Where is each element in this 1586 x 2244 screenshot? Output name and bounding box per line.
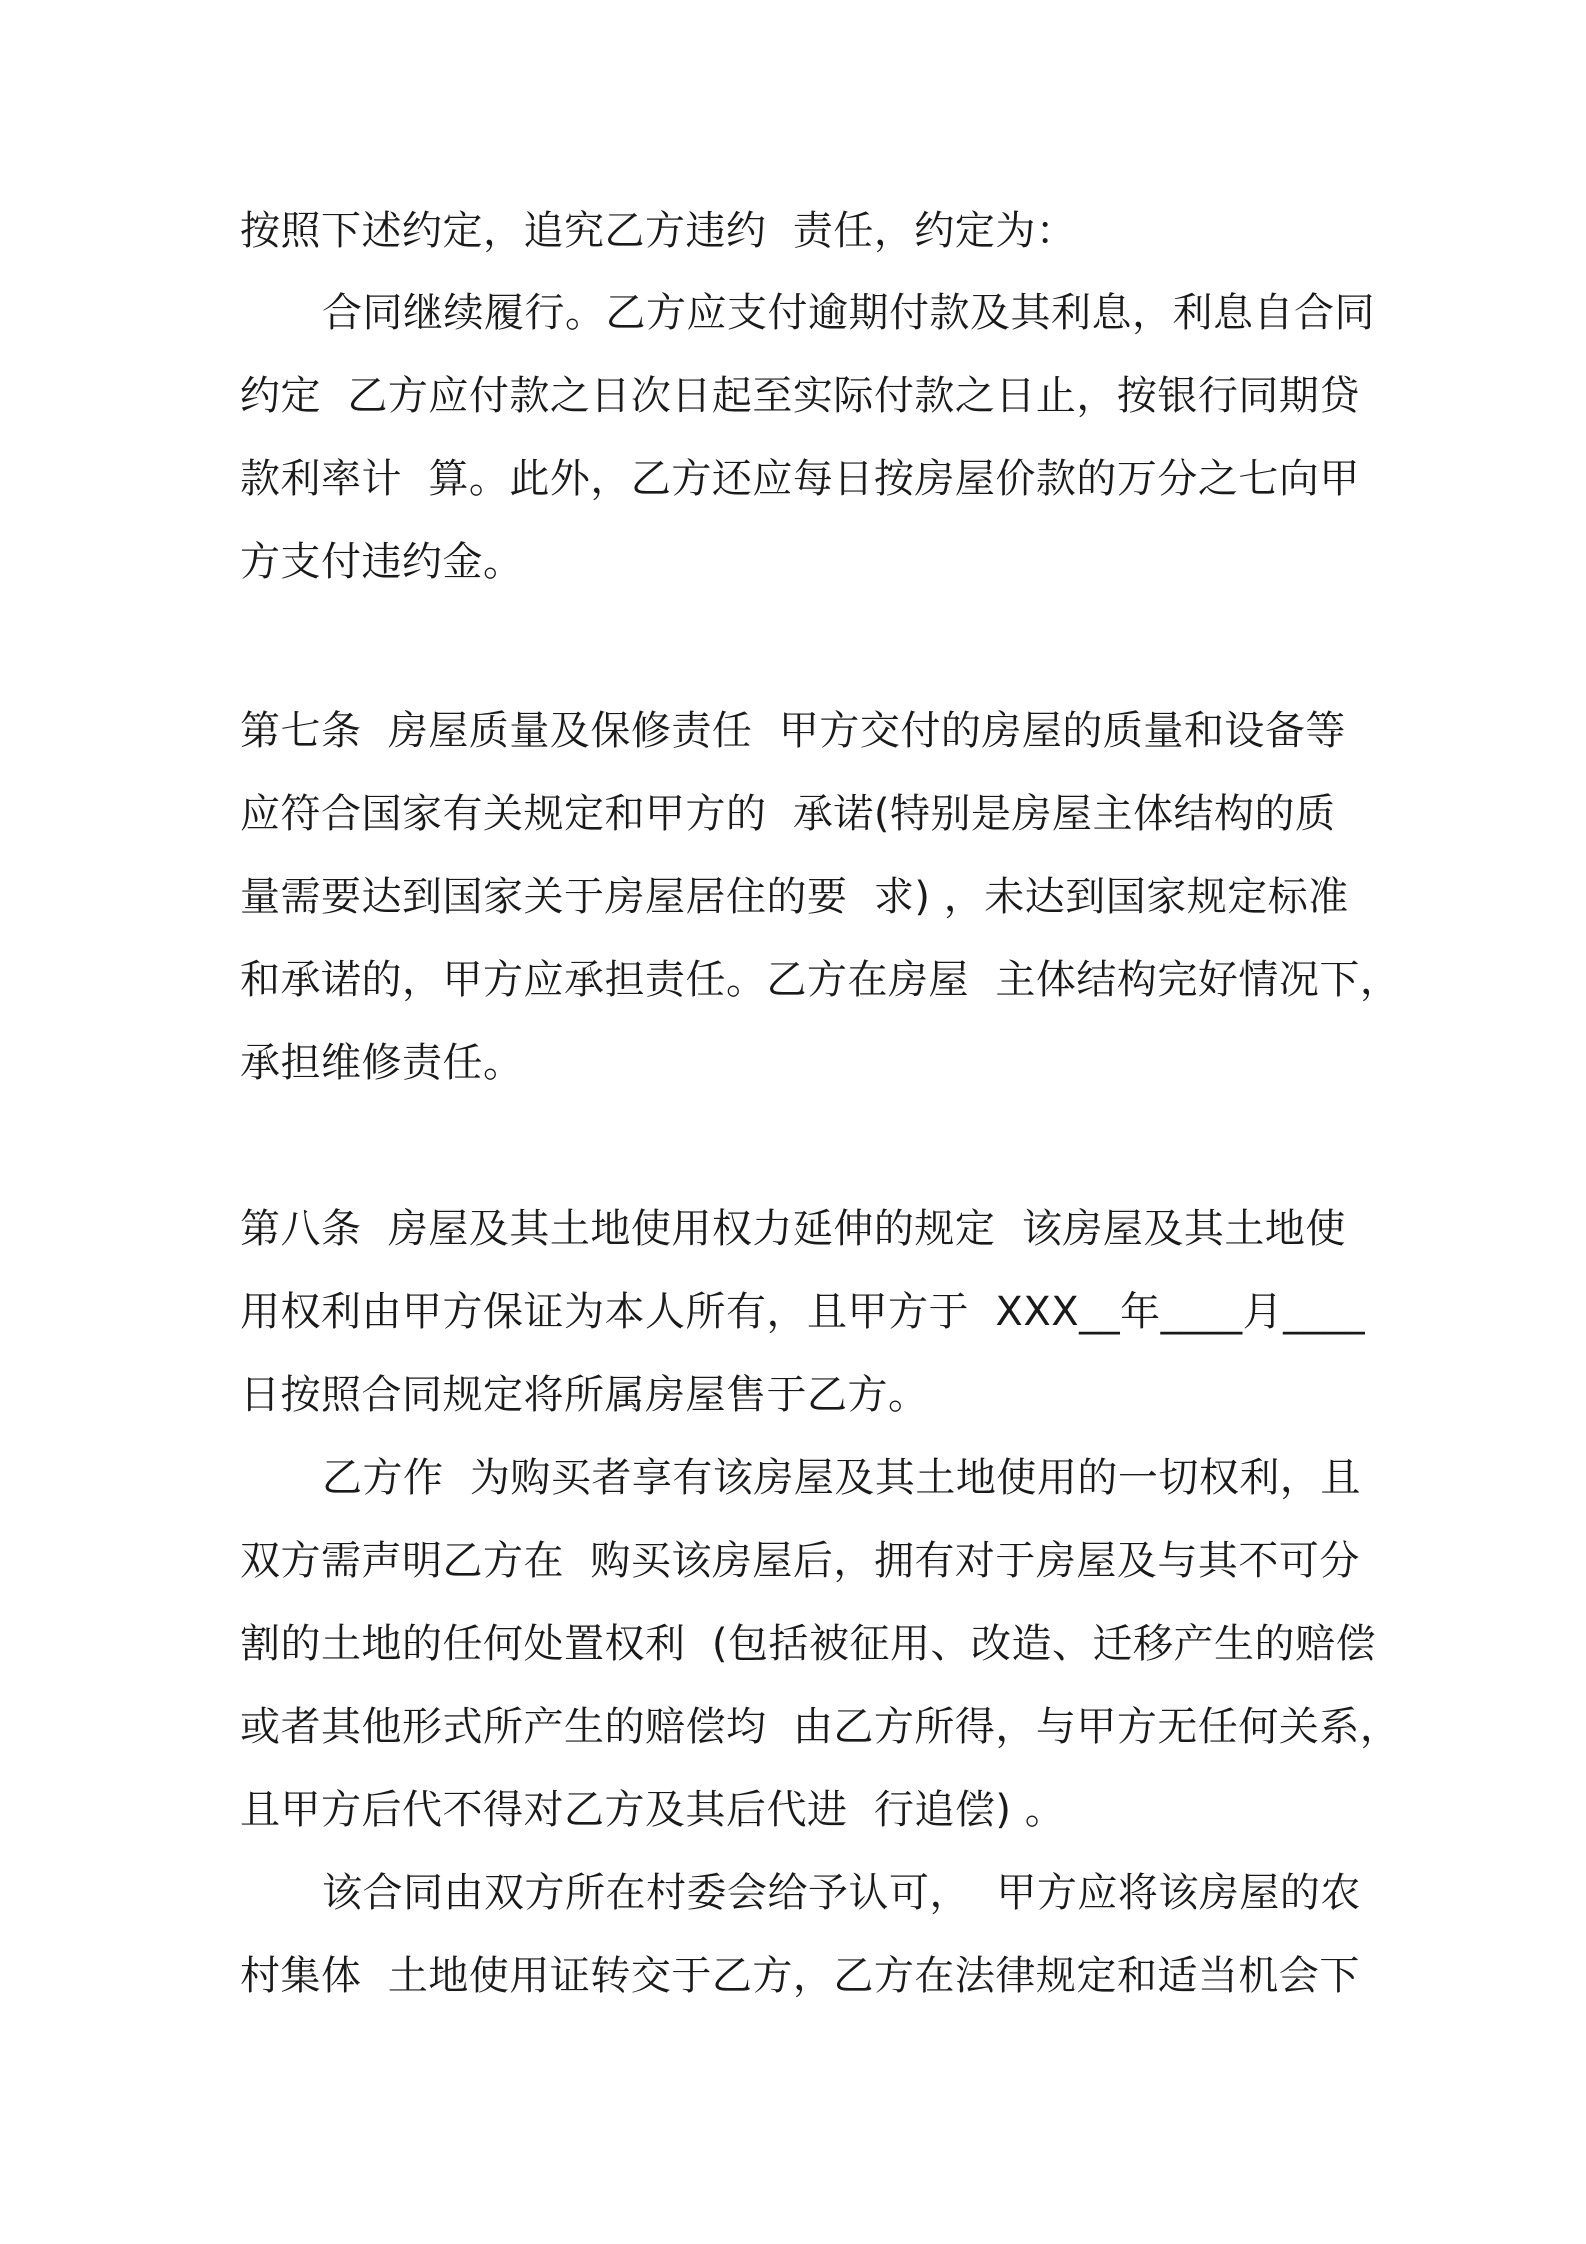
text-line: 日按照合同规定将所属房屋售于乙方。 xyxy=(240,1372,929,1418)
text-line: 该合同由双方所在村委会给予认可， 甲方应将该房屋的农 xyxy=(322,1870,1361,1916)
text-line: 村集体 土地使用证转交于乙方，乙方在法律规定和适当机会下 xyxy=(240,1953,1360,1999)
text-line: 第八条 房屋及其土地使用权力延伸的规定 该房屋及其土地使 xyxy=(240,1206,1346,1252)
text-line: 乙方作 为购买者享有该房屋及其土地使用的一切权利，且 xyxy=(322,1455,1361,1501)
text-line: 应符合国家有关规定和甲方的 承诺(特别是房屋主体结构的质 xyxy=(240,791,1336,837)
text-line: 双方需声明乙方在 购买该房屋后，拥有对于房屋及与其不可分 xyxy=(240,1538,1360,1584)
text-line: 约定 乙方应付款之日次日起至实际付款之日止，按银行同期贷 xyxy=(240,373,1360,419)
text-line: 量需要达到国家关于房屋居住的要 求) ，未达到国家规定标准 xyxy=(240,874,1349,920)
paragraph-village-approval xyxy=(240,1852,1360,2018)
text-line: 款利率计 算。此外，乙方还应每日按房屋价款的万分之七向甲 xyxy=(240,456,1360,502)
text-line: 且甲方后代不得对乙方及其后代进 行追偿) 。 xyxy=(240,1787,1066,1833)
text-line: 方支付违约金。 xyxy=(240,539,524,585)
paragraph-article-7 xyxy=(240,690,1401,1105)
paragraph-article-8 xyxy=(240,1188,1366,1437)
text-line: 合同继续履行。乙方应支付逾期付款及其利息，利息自合同 xyxy=(322,290,1375,336)
text-line: 或者其他形式所产生的赔偿均 由乙方所得，与甲方无任何关系， xyxy=(240,1704,1401,1750)
paragraph-continued-performance xyxy=(240,272,1375,604)
text-line: 割的土地的任何处置权利 (包括被征用、改造、迁移产生的赔偿 xyxy=(240,1621,1377,1667)
text-line: 用权利由甲方保证为本人所有，且甲方于 XXX__年____月____ xyxy=(240,1289,1366,1335)
text-line: 第七条 房屋质量及保修责任 甲方交付的房屋的质量和设备等 xyxy=(240,708,1346,754)
paragraph-breach-intro xyxy=(240,190,1360,273)
paragraph-buyer-rights xyxy=(240,1437,1401,1852)
text-line: 和承诺的，甲方应承担责任。乙方在房屋 主体结构完好情况下， xyxy=(240,957,1401,1003)
text-line: 承担维修责任。 xyxy=(240,1040,524,1086)
text-line: 按照下述约定，追究乙方违约 责任，约定为： xyxy=(240,208,1077,254)
